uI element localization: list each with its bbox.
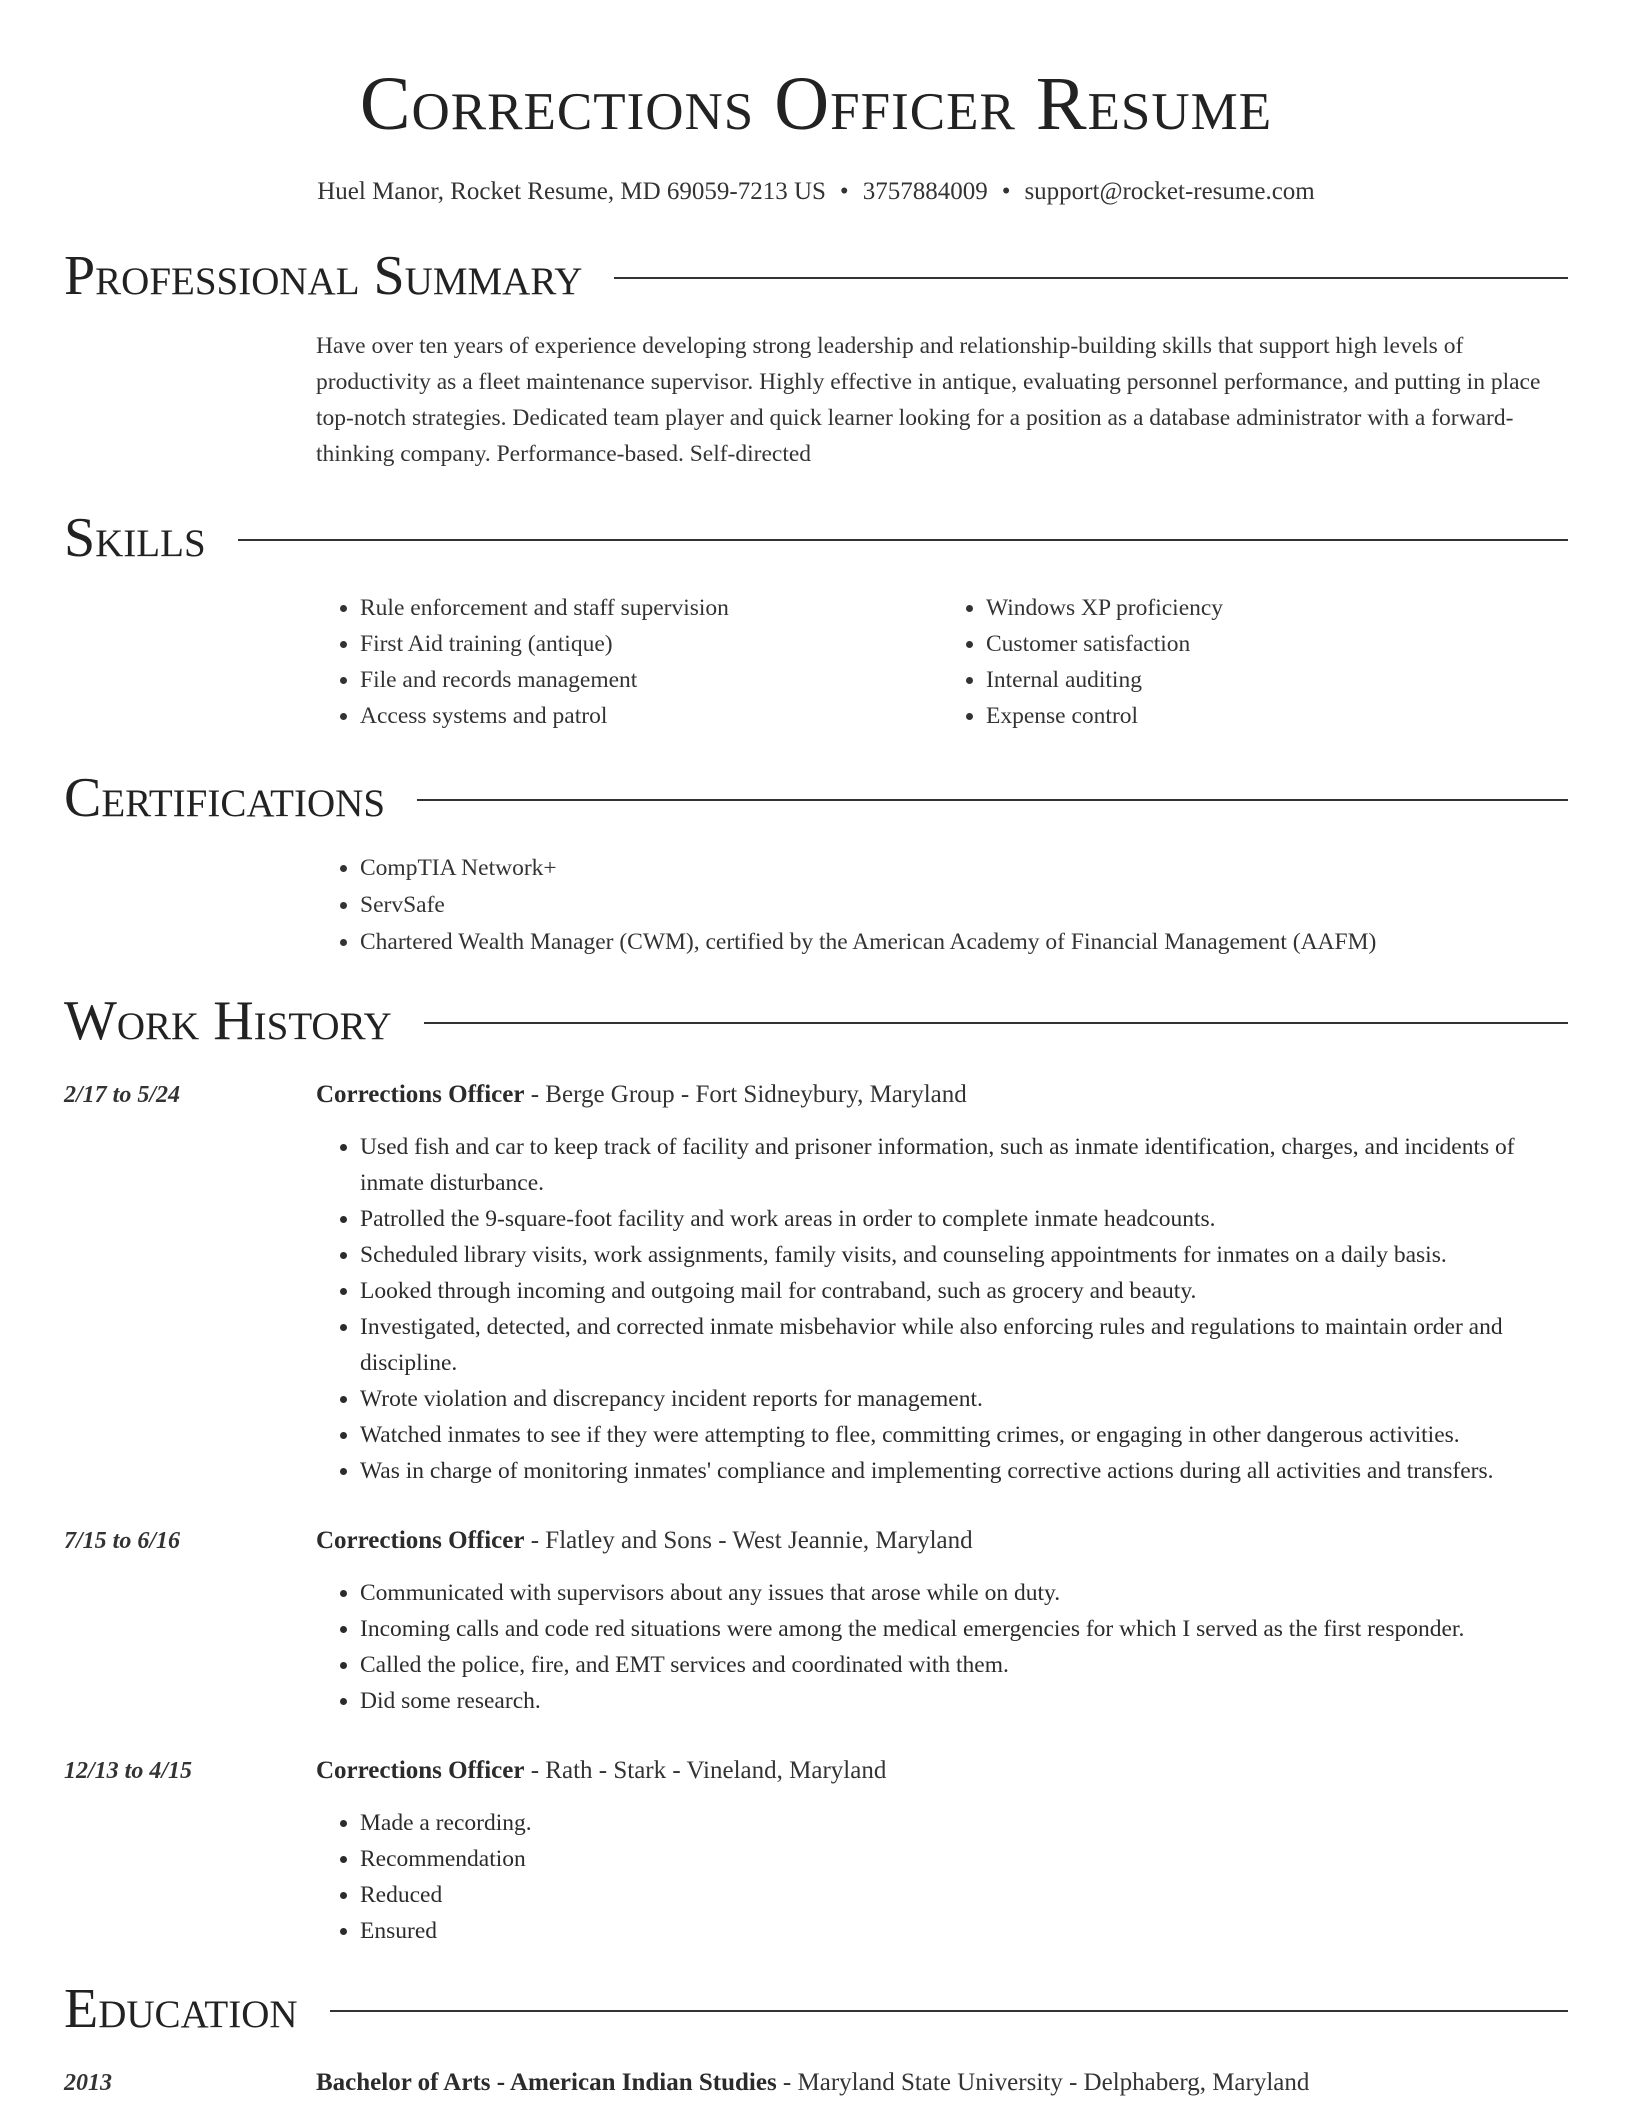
education-school: - Maryland State University - Delphaberg, Maryland (776, 2069, 1310, 2096)
education-section (64, 1979, 1568, 2101)
work-heading: Work History (64, 990, 392, 1052)
skill-item: • Expense control (986, 698, 1568, 734)
education-heading: Education (64, 1978, 298, 2040)
education-body (316, 2065, 1568, 2101)
job-duty: • Scheduled library visits, work assignments, family visits, and counseling appointments for inmates on a daily basis. (360, 1237, 1568, 1273)
job-employer: - Flatley and Sons - West Jeannie, Maryland (524, 1527, 973, 1554)
job-duty: • Looked through incoming and outgoing mail for contraband, such as grocery and beauty. (360, 1273, 1568, 1309)
job-duties-list (316, 1575, 1568, 1719)
skills-header (64, 508, 1568, 568)
skill-item: • Rule enforcement and staff supervision (360, 590, 942, 626)
job-title-line (316, 1523, 1568, 1559)
job-duties-list (316, 1129, 1568, 1489)
job-title: Corrections Officer (316, 1527, 525, 1554)
education-entry (64, 2065, 1568, 2101)
job-duties-list (316, 1805, 1568, 1949)
job-entry (64, 1077, 1568, 1489)
job-duty: • Investigated, detected, and corrected inmate misbehavior while also enforcing rules and regulations to maintain order and discipline. (360, 1309, 1568, 1381)
job-title: Corrections Officer (316, 1081, 525, 1108)
job-body (316, 1753, 1568, 1949)
skills-right-list (942, 590, 1568, 734)
skills-columns (316, 590, 1568, 734)
job-duty: • Incoming calls and code red situations were among the medical emergencies for which I served as the first responder. (360, 1611, 1568, 1647)
job-duty: • Used fish and car to keep track of facility and prisoner information, such as inmate identification, charges, and incidents of inmate disturbance. (360, 1129, 1568, 1201)
job-body (316, 1523, 1568, 1719)
section-divider (417, 799, 1568, 801)
contact-address: Huel Manor, Rocket Resume, MD 69059-7213 US (317, 178, 826, 205)
job-duty: • Watched inmates to see if they were attempting to flee, committing crimes, or engaging in other dangerous activities. (360, 1417, 1568, 1453)
education-year: 2013 (64, 2070, 112, 2096)
summary-header (64, 246, 1568, 306)
certifications-header (64, 768, 1568, 828)
job-dates: 2/17 to 5/24 (64, 1082, 181, 1108)
job-duty: • Recommendation (360, 1841, 1568, 1877)
job-duty: • Made a recording. (360, 1805, 1568, 1841)
resume-title: Corrections Officer Resume (359, 62, 1273, 146)
certification-item: • CompTIA Network+ (360, 850, 1568, 887)
skill-item: • Access systems and patrol (360, 698, 942, 734)
section-divider (238, 539, 1568, 541)
skills-section (64, 508, 1568, 734)
work-header (64, 991, 1568, 1051)
job-duty: • Was in charge of monitoring inmates' compliance and implementing corrective actions during all activities and transfers. (360, 1453, 1568, 1489)
job-employer: - Berge Group - Fort Sidneybury, Maryland (524, 1081, 967, 1108)
skill-item: • Windows XP proficiency (986, 590, 1568, 626)
work-section (64, 991, 1568, 1949)
section-divider (330, 2010, 1568, 2012)
summary-text: Have over ten years of experience developing strong leadership and relationship-building skills that support high levels of productivity as a fleet maintenance supervisor. Highly effective in antique, evaluating personnel performance, and putting in place top-notch strategies. Dedicated team player and quick learner looking for a position as a database administrator with a forward-thinking company. Performance-based. Self-directed (316, 333, 1541, 467)
skill-item: • First Aid training (antique) (360, 626, 942, 662)
contact-separator: • (839, 178, 849, 205)
job-duty: • Did some research. (360, 1683, 1568, 1719)
job-duty: • Wrote violation and discrepancy incident reports for management. (360, 1381, 1568, 1417)
skill-item: • Internal auditing (986, 662, 1568, 698)
job-entry (64, 1523, 1568, 1719)
certifications-heading: Certifications (64, 767, 386, 829)
contact-email: support@rocket-resume.com (1024, 178, 1315, 205)
job-title-line (316, 1753, 1568, 1789)
education-degree: Bachelor of Arts - American Indian Studies (316, 2069, 777, 2096)
section-divider (424, 1022, 1568, 1024)
job-duty: • Communicated with supervisors about any issues that arose while on duty. (360, 1575, 1568, 1611)
job-duty: • Ensured (360, 1913, 1568, 1949)
job-title: Corrections Officer (316, 1757, 525, 1784)
summary-heading: Professional Summary (64, 245, 583, 307)
certifications-list (316, 850, 1568, 961)
job-employer: - Rath - Stark - Vineland, Maryland (524, 1757, 887, 1784)
certification-item: • ServSafe (360, 887, 1568, 924)
certification-item: • Chartered Wealth Manager (CWM), certified by the American Academy of Financial Management (AAFM) (360, 924, 1568, 961)
skills-heading: Skills (64, 507, 206, 569)
skill-item: • Customer satisfaction (986, 626, 1568, 662)
job-entry (64, 1753, 1568, 1949)
education-header (64, 1979, 1568, 2039)
job-body (316, 1077, 1568, 1489)
job-duty: • Patrolled the 9-square-foot facility and work areas in order to complete inmate headcounts. (360, 1201, 1568, 1237)
education-line (316, 2065, 1568, 2101)
job-title-line (316, 1077, 1568, 1113)
job-duty: • Reduced (360, 1877, 1568, 1913)
contact-line (64, 176, 1568, 208)
skills-left-list (316, 590, 942, 734)
section-divider (614, 277, 1568, 279)
skill-item: • File and records management (360, 662, 942, 698)
job-dates: 7/15 to 6/16 (64, 1528, 181, 1554)
contact-separator: • (1001, 178, 1011, 205)
summary-section (64, 246, 1568, 472)
contact-phone: 3757884009 (862, 178, 988, 205)
job-duty: • Called the police, fire, and EMT services and coordinated with them. (360, 1647, 1568, 1683)
certifications-section (64, 768, 1568, 961)
job-dates: 12/13 to 4/15 (64, 1758, 193, 1784)
certifications-content (316, 850, 1568, 961)
